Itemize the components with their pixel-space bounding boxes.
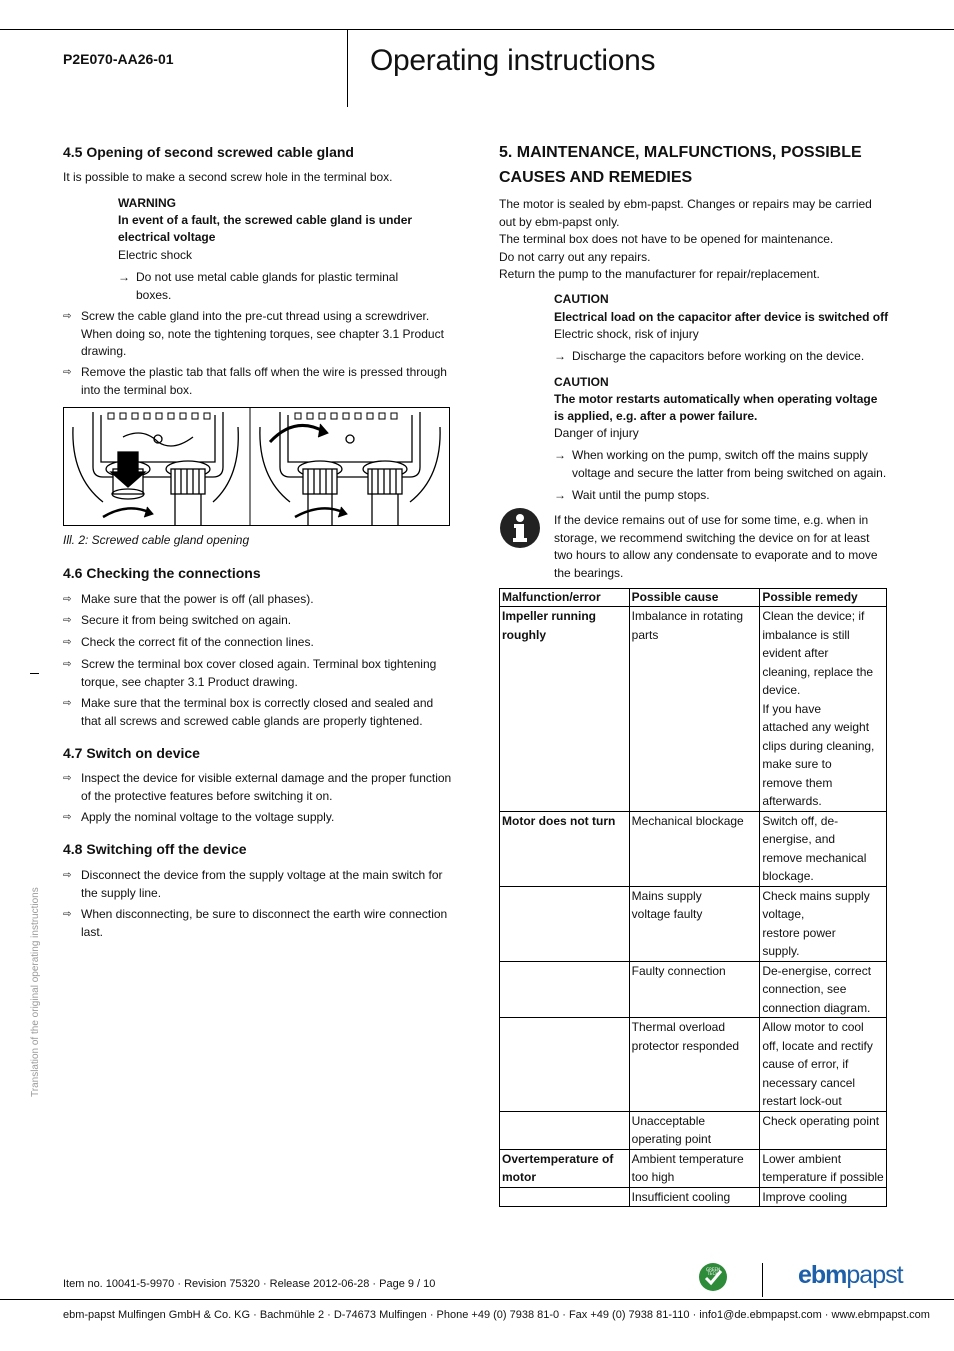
cell-line: connection, see bbox=[762, 982, 847, 996]
arrow-icon: → bbox=[554, 448, 566, 462]
cause-cell bbox=[629, 1018, 760, 1112]
intro-line: Return the pump to the manufacturer for repair/replacement. bbox=[499, 267, 820, 281]
remedy-cell bbox=[760, 811, 887, 886]
logo-divider bbox=[762, 1263, 763, 1297]
header-top-rule bbox=[0, 29, 954, 30]
cell-line: temperature if possible bbox=[762, 1170, 884, 1184]
table-row bbox=[500, 886, 887, 961]
caution-action bbox=[554, 447, 894, 483]
caution-action bbox=[554, 348, 894, 366]
cell-line: Check operating point bbox=[762, 1113, 880, 1128]
cell-line: protector responded bbox=[631, 1038, 740, 1053]
remedy-cell bbox=[760, 961, 887, 1018]
greentech-logo bbox=[698, 1262, 728, 1292]
section-4-8-heading: 4.8 Switching off the device bbox=[63, 841, 247, 857]
list-item-line: Check the correct fit of the connection lines. bbox=[81, 635, 314, 649]
list-item-line: Secure it from being switched on again. bbox=[81, 613, 292, 627]
table-row bbox=[500, 1149, 887, 1187]
list-item-line: When disconnecting, be sure to disconnect the earth wire connection bbox=[81, 907, 448, 921]
fold-mark bbox=[30, 673, 39, 674]
cell-line: Clean the device; if bbox=[762, 609, 865, 623]
cell-line: remove mechanical bbox=[762, 850, 867, 865]
bullet-arrow-icon: ⇨ bbox=[63, 594, 72, 605]
cause-cell bbox=[629, 1149, 760, 1187]
intro-line: The motor is sealed by ebm-papst. Changes or repairs may be carried bbox=[499, 197, 872, 211]
list-item bbox=[63, 364, 453, 400]
cell-line: restore power bbox=[762, 925, 836, 940]
list-item-line: Screw the cable gland into the pre-cut thread using a screwdriver. bbox=[81, 309, 430, 323]
arrow-icon: → bbox=[554, 349, 566, 363]
caution-consequence: Danger of injury bbox=[554, 426, 639, 440]
cable-gland-drawing bbox=[63, 407, 450, 526]
remedy-cell bbox=[760, 886, 887, 961]
caution-action-line: When working on the pump, switch off the mains supply bbox=[572, 448, 868, 462]
remedy-cell bbox=[760, 1111, 887, 1149]
intro-line: The terminal box does not have to be opened for maintenance. bbox=[499, 232, 834, 246]
caution-title: Electrical load on the capacitor after device is switched off bbox=[554, 310, 889, 324]
cell-line: imbalance is still bbox=[762, 627, 850, 642]
cause-cell bbox=[629, 1111, 760, 1149]
cause-cell bbox=[629, 886, 760, 961]
malfunction-cell bbox=[500, 1018, 630, 1112]
model-number: P2E070-AA26-01 bbox=[63, 51, 174, 67]
list-item bbox=[63, 612, 453, 630]
cell-line: Overtemperature of bbox=[502, 1151, 614, 1166]
list-item-line: that all screws and screwed cable glands are properly tightened. bbox=[81, 713, 423, 728]
cell-line: Thermal overload bbox=[631, 1020, 726, 1034]
table-row bbox=[500, 1111, 887, 1149]
malfunction-cell bbox=[500, 961, 630, 1018]
section-4-5-heading: 4.5 Opening of second screwed cable gland bbox=[63, 144, 354, 160]
list-item bbox=[63, 906, 453, 942]
cell-line: device. bbox=[762, 683, 801, 697]
document-info: Item no. 10041-5-9970 · Revision 75320 · Release 2012-06-28 · Page 9 / 10 bbox=[63, 1278, 436, 1290]
table-row bbox=[500, 811, 887, 886]
list-item-line: Disconnect the device from the supply voltage at the main switch for bbox=[81, 868, 443, 882]
cell-line: Faulty connection bbox=[631, 963, 726, 978]
logo-part: papst bbox=[846, 1261, 903, 1289]
side-note: Translation of the original operating instructions bbox=[30, 887, 41, 1097]
list-item-line: torque, see chapter 3.1 Product drawing. bbox=[81, 674, 298, 689]
section-5-heading-line: CAUSES AND REMEDIES bbox=[499, 169, 693, 186]
section-4-5-intro: It is possible to make a second screw hole in the terminal box. bbox=[63, 170, 393, 184]
cell-line: voltage faulty bbox=[631, 907, 703, 921]
cell-line: necessary cancel bbox=[762, 1075, 856, 1090]
logo-part: ebm bbox=[798, 1261, 847, 1289]
bullet-arrow-icon: ⇨ bbox=[63, 773, 72, 784]
arrow-icon: → bbox=[554, 488, 566, 502]
caution-label: CAUTION bbox=[554, 292, 609, 306]
bullet-arrow-icon: ⇨ bbox=[63, 615, 72, 626]
info-line: storage, we recommend switching the device on for at least bbox=[554, 530, 870, 545]
section-4-7-heading: 4.7 Switch on device bbox=[63, 745, 200, 761]
cell-line: Motor does not turn bbox=[502, 813, 616, 828]
warning-action-line: boxes. bbox=[136, 287, 172, 302]
cell-line: parts bbox=[631, 627, 659, 642]
bullet-arrow-icon: ⇨ bbox=[63, 659, 72, 670]
cell-line: energise, and bbox=[762, 832, 836, 846]
cell-line: voltage, bbox=[762, 907, 805, 921]
info-line: two hours to allow any condensate to evaporate and to move bbox=[554, 548, 878, 562]
list-item-line: When doing so, note the tightening torques, see chapter 3.1 Product bbox=[81, 326, 444, 341]
bullet-arrow-icon: ⇨ bbox=[63, 311, 72, 322]
cell-line: remove them bbox=[762, 775, 833, 790]
info-icon bbox=[499, 507, 541, 549]
table-row bbox=[500, 1018, 887, 1112]
caution-action-line: Discharge the capacitors before working on the device. bbox=[572, 349, 865, 363]
list-item bbox=[63, 770, 453, 806]
cell-line: connection diagram. bbox=[762, 1000, 871, 1015]
caution-action-line: Wait until the pump stops. bbox=[572, 488, 710, 502]
warning-title-line: In event of a fault, the screwed cable gland is under bbox=[118, 213, 413, 227]
greentech-text: TECH bbox=[707, 1271, 719, 1276]
figure-caption: Ill. 2: Screwed cable gland opening bbox=[63, 533, 250, 547]
bullet-arrow-icon: ⇨ bbox=[63, 870, 72, 881]
ebmpapst-logo bbox=[798, 1261, 903, 1290]
bullet-arrow-icon: ⇨ bbox=[63, 698, 72, 709]
cause-cell bbox=[629, 961, 760, 1018]
cell-line: Check mains supply bbox=[762, 888, 870, 903]
cell-line: afterwards. bbox=[762, 794, 822, 808]
cell-line: make sure to bbox=[762, 757, 832, 771]
warning-action bbox=[118, 269, 418, 305]
cell-line: Mains supply bbox=[631, 888, 702, 903]
caution-title-line: is applied, e.g. after a power failure. bbox=[554, 409, 758, 423]
cell-line: clips during cleaning, bbox=[762, 738, 875, 753]
section-4-6-heading: 4.6 Checking the connections bbox=[63, 565, 261, 581]
cell-line: cleaning, replace the bbox=[762, 664, 874, 679]
greentech-text: GREEN bbox=[706, 1267, 720, 1272]
table-row bbox=[500, 607, 887, 812]
cell-line: Unacceptable bbox=[631, 1113, 706, 1128]
list-item-line: of the protective features before switching it on. bbox=[81, 788, 333, 803]
list-item-line: Screw the terminal box cover closed again. Terminal box tightening bbox=[81, 657, 437, 671]
cell-line: roughly bbox=[502, 627, 546, 642]
cell-line: blockage. bbox=[762, 869, 814, 883]
bullet-arrow-icon: ⇨ bbox=[63, 812, 72, 823]
column-header: Possible remedy bbox=[760, 589, 887, 607]
warning-label: WARNING bbox=[118, 196, 176, 210]
list-item bbox=[63, 308, 453, 362]
cell-line: evident after bbox=[762, 646, 829, 660]
cell-line: restart lock-out bbox=[762, 1094, 842, 1108]
cell-line: supply. bbox=[762, 944, 800, 958]
cell-line: De-energise, correct bbox=[762, 963, 872, 978]
cell-line: Insufficient cooling bbox=[631, 1189, 731, 1204]
cell-line: motor bbox=[502, 1170, 536, 1184]
warning-consequence: Electric shock bbox=[118, 248, 193, 262]
caution-consequence: Electric shock, risk of injury bbox=[554, 327, 699, 341]
table-row bbox=[500, 961, 887, 1018]
column-header: Possible cause bbox=[629, 589, 760, 607]
bullet-arrow-icon: ⇨ bbox=[63, 637, 72, 648]
cell-line: too high bbox=[631, 1170, 675, 1184]
list-item-line: the supply line. bbox=[81, 885, 162, 900]
cell-line: If you have bbox=[762, 701, 822, 716]
malfunction-cell bbox=[500, 1149, 630, 1187]
cause-cell bbox=[629, 607, 760, 812]
cell-line: Switch off, de- bbox=[762, 813, 839, 828]
warning-action-line: Do not use metal cable glands for plastic terminal bbox=[136, 270, 399, 284]
list-item bbox=[63, 634, 453, 652]
list-item-line: Make sure that the power is off (all phases). bbox=[81, 592, 314, 606]
caution-action bbox=[554, 487, 894, 505]
malfunction-cell bbox=[500, 607, 630, 812]
list-item bbox=[63, 809, 453, 827]
list-item-line: Inspect the device for visible external damage and the proper function bbox=[81, 771, 452, 785]
remedy-cell bbox=[760, 607, 887, 812]
cause-cell bbox=[629, 811, 760, 886]
caution-title-line: The motor restarts automatically when operating voltage bbox=[554, 392, 878, 406]
cell-line: off, locate and rectify bbox=[762, 1038, 873, 1053]
cell-line: Imbalance in rotating bbox=[631, 609, 744, 623]
table-header-row bbox=[500, 589, 887, 607]
cause-cell bbox=[629, 1187, 760, 1207]
header-divider bbox=[347, 30, 348, 107]
list-item bbox=[63, 656, 453, 692]
list-item-line: drawing. bbox=[81, 344, 127, 358]
cable-gland-illustration bbox=[63, 407, 450, 526]
intro-line: out by ebm-papst only. bbox=[499, 214, 620, 229]
bullet-arrow-icon: ⇨ bbox=[63, 909, 72, 920]
list-item bbox=[63, 591, 453, 609]
list-item bbox=[63, 695, 453, 731]
remedy-cell bbox=[760, 1018, 887, 1112]
list-item-line: Remove the plastic tab that falls off when the wire is pressed through bbox=[81, 365, 447, 379]
footer-rule bbox=[0, 1299, 954, 1300]
list-item-line: into the terminal box. bbox=[81, 382, 193, 397]
company-address: ebm-papst Mulfingen GmbH & Co. KG · Bachmühle 2 · D-74673 Mulfingen · Phone +49 (0) 7938 81-0 · Fax +49 (0) 7938 81-110 · info1@de.ebmpapst.com · www.ebmpapst.com bbox=[63, 1309, 930, 1321]
caution-label: CAUTION bbox=[554, 375, 609, 389]
cell-line: operating point bbox=[631, 1132, 712, 1146]
info-line: If the device remains out of use for some time, e.g. when in bbox=[554, 513, 869, 527]
caution-action-line: voltage and secure the latter from being switched on again. bbox=[572, 465, 887, 480]
cell-line: cause of error, if bbox=[762, 1057, 849, 1071]
cell-line: Improve cooling bbox=[762, 1189, 848, 1204]
list-item-line: last. bbox=[81, 924, 104, 939]
cell-line: Mechanical blockage bbox=[631, 813, 744, 828]
remedy-cell bbox=[760, 1149, 887, 1187]
intro-line: Do not carry out any repairs. bbox=[499, 249, 651, 264]
page-title: Operating instructions bbox=[370, 44, 656, 77]
malfunction-cell bbox=[500, 1187, 630, 1207]
arrow-icon: → bbox=[118, 270, 130, 284]
warning-title-line: electrical voltage bbox=[118, 230, 216, 244]
section-5-heading-line: 5. MAINTENANCE, MALFUNCTIONS, POSSIBLE bbox=[499, 144, 862, 161]
malfunction-cell bbox=[500, 886, 630, 961]
cell-line: Impeller running bbox=[502, 609, 597, 623]
cell-line: Allow motor to cool bbox=[762, 1020, 864, 1034]
list-item bbox=[63, 867, 453, 903]
malfunction-cell bbox=[500, 811, 630, 886]
list-item-line: Make sure that the terminal box is correctly closed and sealed and bbox=[81, 696, 434, 710]
remedy-cell bbox=[760, 1187, 887, 1207]
cell-line: attached any weight bbox=[762, 720, 870, 734]
malfunction-cell bbox=[500, 1111, 630, 1149]
bullet-arrow-icon: ⇨ bbox=[63, 367, 72, 378]
table-row bbox=[500, 1187, 887, 1207]
list-item-line: Apply the nominal voltage to the voltage supply. bbox=[81, 810, 335, 824]
info-line: the bearings. bbox=[554, 565, 624, 580]
cell-line: Lower ambient bbox=[762, 1151, 842, 1166]
cell-line: Ambient temperature bbox=[631, 1151, 744, 1166]
malfunction-table bbox=[499, 588, 887, 1207]
column-header: Malfunction/error bbox=[500, 589, 630, 607]
